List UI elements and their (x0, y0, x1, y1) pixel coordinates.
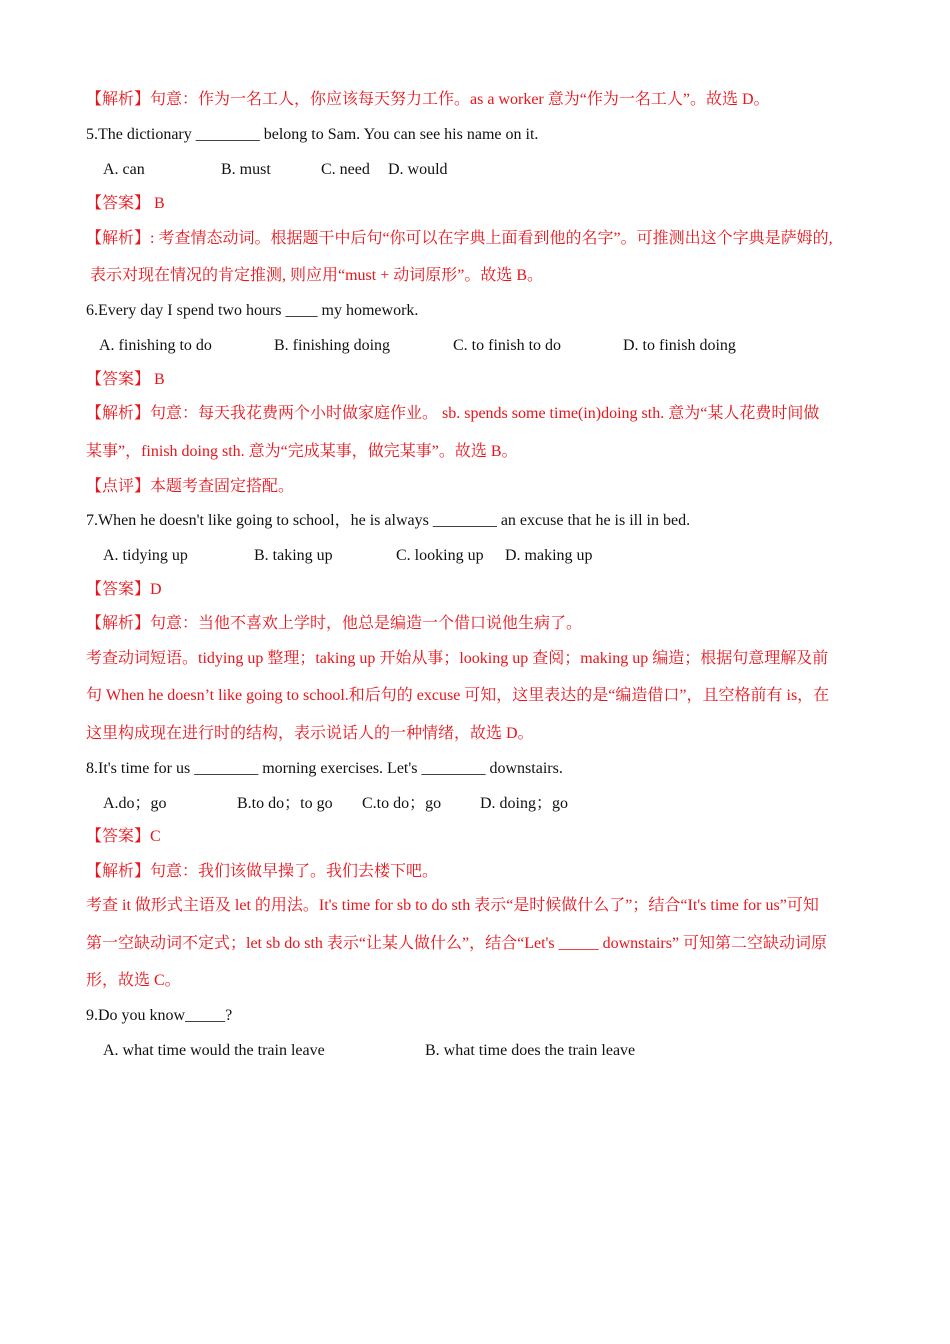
q6-option-c: C. to finish to do (453, 337, 562, 354)
q7-explanation-3: 句 When he doesn’t like going to school.和后句的 excuse 可知，这里表达的是“编造借口”，且空格前有 is，在 (86, 687, 830, 704)
q8-option-a: A.do；go (103, 795, 167, 812)
q7-explanation-1: 【解析】句意：当他不喜欢上学时，他总是编造一个借口说他生病了。 (86, 615, 583, 632)
q7-option-c: C. looking up (396, 547, 484, 564)
q8-explanation-2: 考查 it 做形式主语及 let 的用法。It's time for sb to do sth 表示“是时候做什么了”；结合“It's time for us”可知 (86, 897, 819, 914)
question-9: 9.Do you know_____? (86, 1007, 233, 1024)
question-8: 8.It's time for us ________ morning exercises. Let's ________ downstairs. (86, 760, 563, 777)
q7-explanation-4: 这里构成现在进行时的结构，表示说话人的一种情绪，故选 D。 (86, 725, 534, 742)
question-6: 6.Every day I spend two hours ____ my homework. (86, 302, 419, 319)
q8-option-d: D. doing；go (480, 795, 569, 812)
q8-option-c: C.to do；go (362, 795, 442, 812)
q7-option-a: A. tidying up (103, 547, 188, 564)
q4-explanation: 【解析】句意：作为一名工人，你应该每天努力工作。as a worker 意为“作为一名工人”。故选 D。 (86, 91, 770, 108)
q5-option-a: A. can (103, 161, 145, 178)
q7-answer: 【答案】D (86, 581, 162, 598)
q6-answer: 【答案】 B (86, 371, 165, 388)
q6-option-d: D. to finish doing (623, 337, 736, 354)
q5-explanation-2: 表示对现在情况的肯定推测, 则应用“must + 动词原形”。故选 B。 (90, 267, 544, 284)
q5-option-c: C. need (321, 161, 370, 178)
q7-option-d: D. making up (505, 547, 593, 564)
q8-explanation-3: 第一空缺动词不定式；let sb do sth 表示“让某人做什么”，结合“Let's _____ downstairs” 可知第二空缺动词原 (86, 935, 828, 952)
q8-option-b: B.to do；to go (237, 795, 333, 812)
q8-explanation-1: 【解析】句意：我们该做早操了。我们去楼下吧。 (86, 863, 439, 880)
q7-explanation-2: 考查动词短语。tidying up 整理；taking up 开始从事；looking up 查阅；making up 编造；根据句意理解及前 (86, 650, 829, 667)
q6-explanation-2: 某事”，finish doing sth. 意为“完成某事，做完某事”。故选 B。 (86, 443, 518, 460)
q6-option-b: B. finishing doing (274, 337, 391, 354)
question-7: 7.When he doesn't like going to school，he is always ________ an excuse that he is ill in bed. (86, 512, 691, 529)
q5-option-b: B. must (221, 161, 271, 178)
q7-option-b: B. taking up (254, 547, 333, 564)
q9-option-a: A. what time would the train leave (103, 1042, 325, 1059)
question-5: 5.The dictionary ________ belong to Sam. You can see his name on it. (86, 126, 539, 143)
q5-explanation-1: 【解析】: 考查情态动词。根据题干中后句“你可以在字典上面看到他的名字”。可推测出这个字典是萨姆的, (86, 230, 833, 247)
q6-explanation-1: 【解析】句意：每天我花费两个小时做家庭作业。 sb. spends some time(in)doing sth. 意为“某人花费时间做 (86, 405, 820, 422)
q8-explanation-4: 形，故选 C。 (86, 972, 181, 989)
q8-answer: 【答案】C (86, 828, 161, 845)
q6-comment: 【点评】本题考查固定搭配。 (86, 478, 295, 495)
q5-answer: 【答案】 B (86, 195, 165, 212)
q9-option-b: B. what time does the train leave (425, 1042, 636, 1059)
q5-option-d: D. would (388, 161, 448, 178)
q6-option-a: A. finishing to do (99, 337, 212, 354)
